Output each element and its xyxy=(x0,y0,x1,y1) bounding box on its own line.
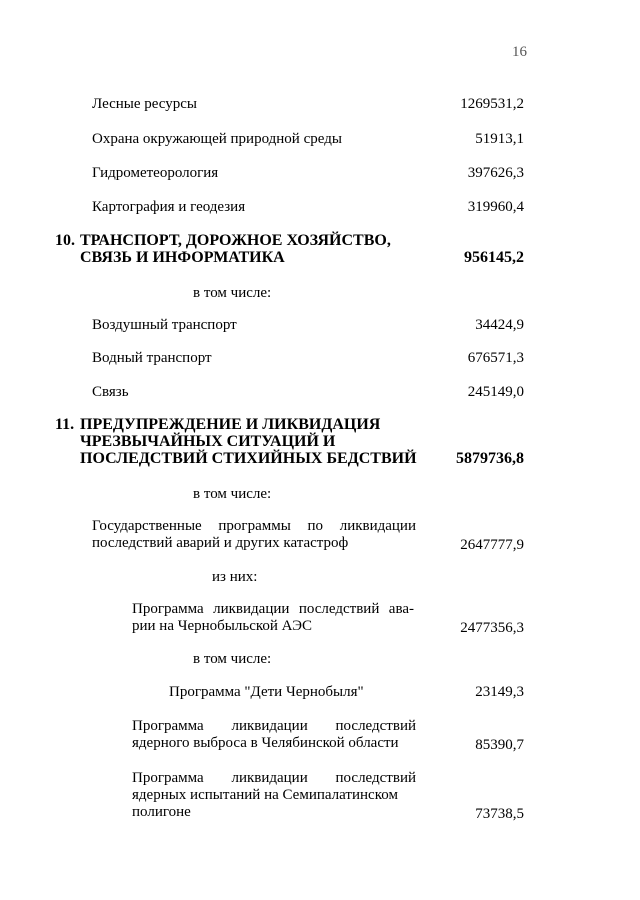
section-number: 10. xyxy=(55,232,75,249)
of-them-note: из них: xyxy=(212,569,258,585)
list-item xyxy=(92,165,524,183)
list-item xyxy=(92,384,524,402)
page-number: 16 xyxy=(512,44,527,60)
list-item xyxy=(92,199,524,217)
item-value: 23149,3 xyxy=(475,684,524,700)
including-note: в том числе: xyxy=(193,285,272,301)
section-title-line: СВЯЗЬ И ИНФОРМАТИКА xyxy=(80,249,285,266)
item-value: 51913,1 xyxy=(475,131,524,147)
item-value: 2477356,3 xyxy=(460,620,524,636)
section-heading xyxy=(55,416,524,472)
list-item xyxy=(132,718,524,754)
section-title-line: ЧРЕЗВЫЧАЙНЫХ СИТУАЦИЙ И xyxy=(80,433,336,450)
including-note: в том числе: xyxy=(193,486,272,502)
item-value: 676571,3 xyxy=(467,350,524,366)
list-item xyxy=(92,518,524,554)
section-title-line: ТРАНСПОРТ, ДОРОЖНОЕ ХОЗЯЙСТВО, xyxy=(80,232,391,249)
item-label-line: Программа ликвидации последствий xyxy=(132,718,416,734)
list-item xyxy=(132,601,524,637)
item-label-line: ядерного выброса в Челябинской области xyxy=(132,735,399,751)
including-note: в том числе: xyxy=(193,651,272,667)
item-value: 2647777,9 xyxy=(460,537,524,553)
section-heading xyxy=(55,232,524,272)
section-title-line: ПРЕДУПРЕЖДЕНИЕ И ЛИКВИДАЦИЯ xyxy=(80,416,381,433)
section-total: 956145,2 xyxy=(464,249,524,266)
list-item xyxy=(132,770,524,824)
item-value: 245149,0 xyxy=(467,384,524,400)
list-item xyxy=(92,96,524,114)
item-value: 397626,3 xyxy=(467,165,524,181)
section-number: 11. xyxy=(55,416,75,433)
section-total: 5879736,8 xyxy=(456,450,524,467)
item-label: Программа "Дети Чернобыля" xyxy=(169,684,364,700)
item-label: Водный транспорт xyxy=(92,350,212,366)
item-label-line: последствий аварий и других катастроф xyxy=(92,535,349,551)
item-label-line: Государственные программы по ликвидации xyxy=(92,518,416,534)
item-value: 73738,5 xyxy=(475,806,524,822)
item-label-line: Программа ликвидации последствий xyxy=(132,770,416,786)
item-label-line: ядерных испытаний на Семипалатинском xyxy=(132,787,398,803)
item-label: Связь xyxy=(92,384,129,400)
item-label-line: Программа ликвидации последствий ава- xyxy=(132,601,414,617)
item-label: Гидрометеорология xyxy=(92,165,219,181)
list-item xyxy=(132,684,524,702)
item-label: Картография и геодезия xyxy=(92,199,246,215)
item-value: 34424,9 xyxy=(475,317,524,333)
item-label: Охрана окружающей природной среды xyxy=(92,131,342,147)
list-item xyxy=(92,350,524,368)
list-item xyxy=(92,317,524,335)
item-label: Лесные ресурсы xyxy=(92,96,197,112)
item-label-line: рии на Чернобыльской АЭС xyxy=(132,618,313,634)
item-value: 319960,4 xyxy=(467,199,524,215)
item-value: 85390,7 xyxy=(475,737,524,753)
section-title-line: ПОСЛЕДСТВИЙ СТИХИЙНЫХ БЕДСТВИЙ xyxy=(80,450,417,467)
list-item xyxy=(92,131,524,149)
item-label-line: полигоне xyxy=(132,804,191,820)
item-value: 1269531,2 xyxy=(460,96,524,112)
item-label: Воздушный транспорт xyxy=(92,317,237,333)
